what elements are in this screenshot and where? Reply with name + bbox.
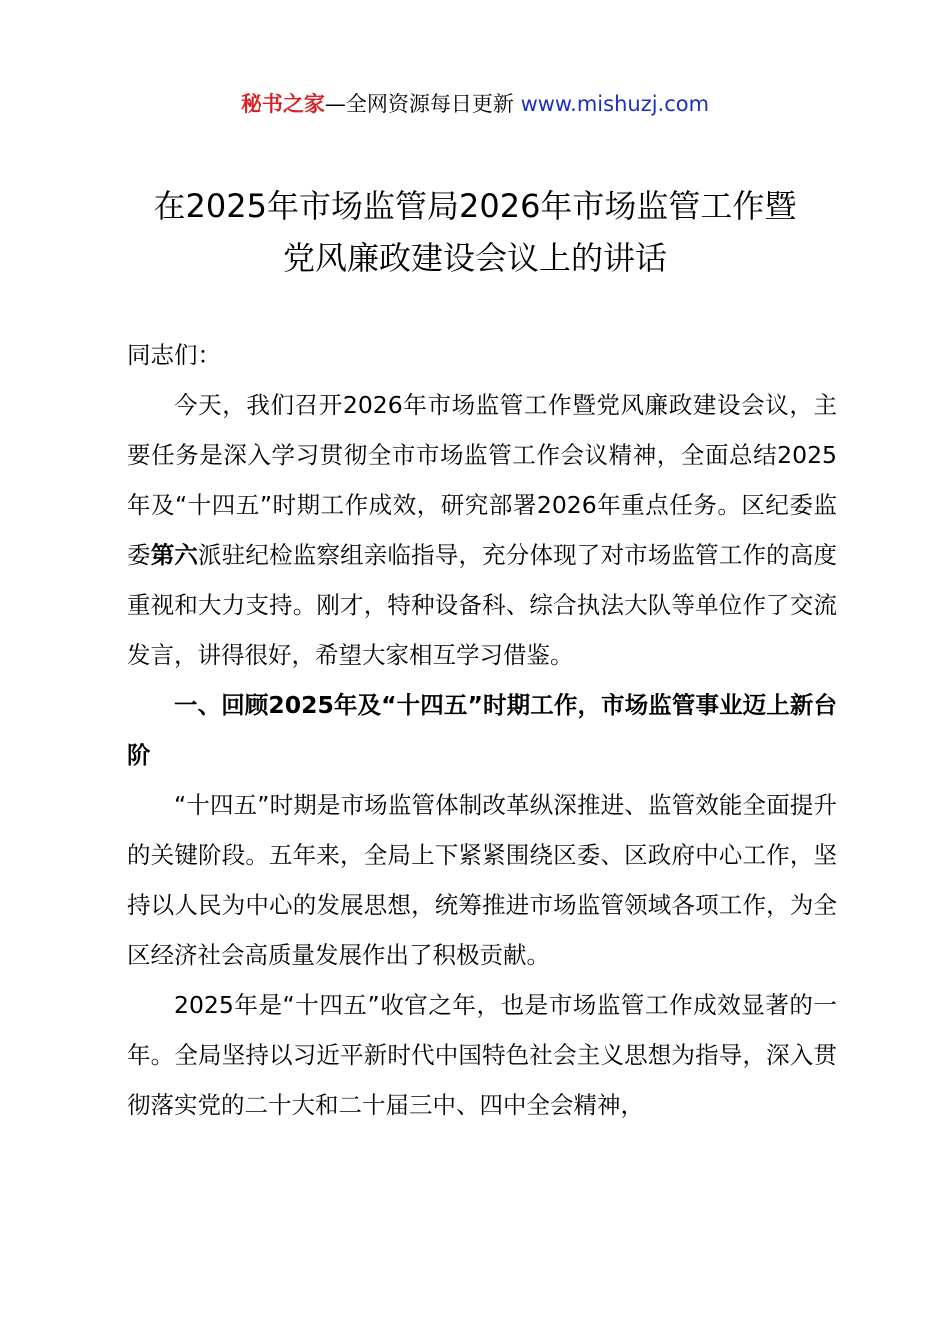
paragraph-opening-text-2: 派驻纪检监察组亲临指导，充分体现了对市场监管工作的高度重视和大力支持。刚才，特种设备科、综合执法大队等单位作了交流发言，讲得很好，希望大家相互学习借鉴。 <box>127 541 838 669</box>
brand-name: 秘书之家 <box>240 92 325 116</box>
paragraph-opening-text-1: 今天，我们召开2026年市场监管工作暨党风廉政建设会议，主要任务是深入学习贯彻全市市场监管工作会议精神，全面总结2025年及“十四五”时期工作成效，研究部署2026年重点任务。区纪委监委 <box>127 391 837 569</box>
section-heading-1: 一、回顾2025年及“十四五”时期工作，市场监管事业迈上新台阶 <box>127 691 837 769</box>
salutation: 同志们： <box>127 341 221 369</box>
paragraph-2025: 2025年是“十四五”收官之年，也是市场监管工作成效显著的一年。全局坚持以习近平新时代中国特色社会主义思想为指导，深入贯彻落实党的二十大和二十届三中、四中全会精神， <box>127 991 837 1119</box>
banner-tagline: —全网资源每日更新 <box>324 92 514 116</box>
title-line-2: 党风廉政建设会议上的讲话 <box>282 239 667 277</box>
paragraph-opening <box>127 380 837 680</box>
site-url-link[interactable]: www.mishuzj.com <box>520 92 710 116</box>
site-banner <box>0 88 950 120</box>
title-line-1: 在2025年市场监管局2026年市场监管工作暨 <box>153 187 797 225</box>
document-title <box>60 180 890 284</box>
paragraph-review: “十四五”时期是市场监管体制改革纵深推进、监管效能全面提升的关键阶段。五年来，全局上下紧紧围绕区委、区政府中心工作，坚持以人民为中心的发展思想，统筹推进市场监管领域各项工作，为全区经济社会高质量发展作出了积极贡献。 <box>127 791 837 969</box>
bold-ordinal: 第六 <box>150 541 199 569</box>
document-body <box>127 330 837 1130</box>
